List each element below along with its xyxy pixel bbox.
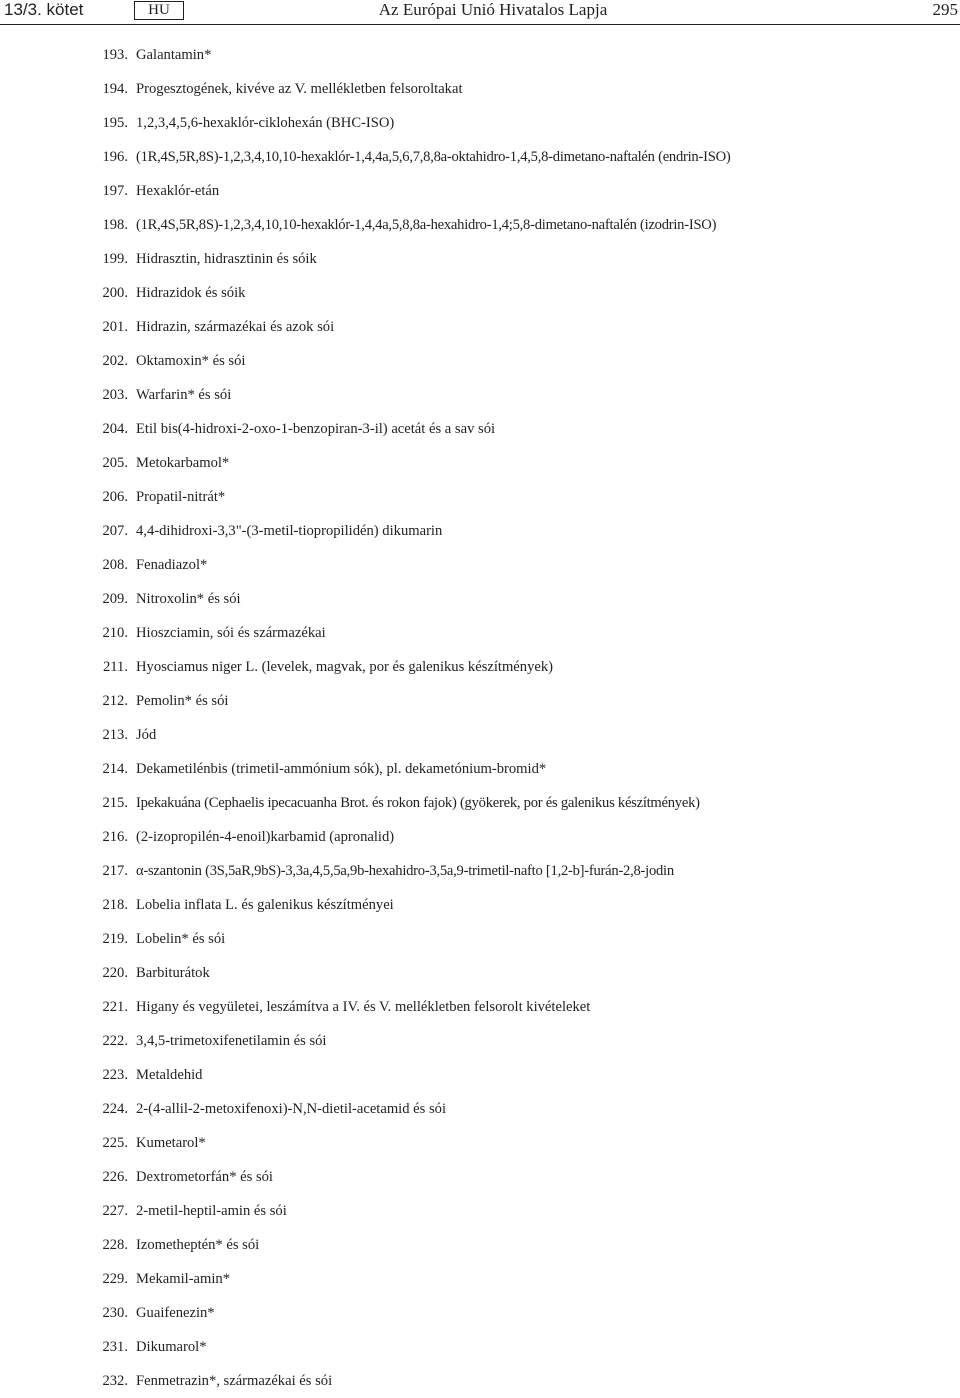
- item-number: 213.: [102, 727, 128, 743]
- item-number: 207.: [102, 523, 128, 539]
- item-text: Fenadiazol*: [136, 557, 208, 573]
- item-number: 208.: [102, 557, 128, 573]
- item-text: Hexaklór-etán: [136, 183, 220, 199]
- item-text: Kumetarol*: [136, 1135, 206, 1151]
- list-item: [0, 1330, 960, 1364]
- list-item: [0, 752, 960, 786]
- item-text: Hioszciamin, sói és származékai: [136, 625, 326, 641]
- item-text: Hidrasztin, hidrasztinin és sóik: [136, 251, 317, 267]
- item-number: 222.: [102, 1033, 128, 1049]
- item-number: 229.: [102, 1271, 128, 1287]
- item-number: 199.: [102, 251, 128, 267]
- item-text: (2-izopropilén-4-enoil)karbamid (apronalid): [136, 829, 395, 845]
- list-item: [0, 276, 960, 310]
- item-text: Hyosciamus niger L. (levelek, magvak, por és galenikus készítmények): [136, 659, 554, 675]
- list-item: [0, 990, 960, 1024]
- item-text: Guaifenezin*: [136, 1305, 215, 1321]
- item-number: 225.: [102, 1135, 128, 1151]
- list-item: [0, 208, 960, 242]
- item-text: Dextrometorfán* és sói: [136, 1169, 273, 1185]
- list-item: [0, 854, 960, 888]
- item-number: 203.: [102, 387, 128, 403]
- item-number: 228.: [102, 1237, 128, 1253]
- item-number: 194.: [102, 81, 128, 97]
- item-number: 214.: [102, 761, 128, 777]
- list-item: [0, 446, 960, 480]
- list-item: [0, 140, 960, 174]
- list-item: [0, 72, 960, 106]
- list-item: [0, 106, 960, 140]
- item-number: 204.: [102, 421, 128, 437]
- language-badge: HU: [134, 1, 184, 20]
- list-item: [0, 718, 960, 752]
- item-text: Fenmetrazin*, származékai és sói: [136, 1373, 333, 1389]
- item-number: 219.: [102, 931, 128, 947]
- item-text: 4,4-dihidroxi-3,3"-(3-metil-tiopropilidén) dikumarin: [136, 523, 443, 539]
- item-text: 3,4,5-trimetoxifenetilamin és sói: [136, 1033, 327, 1049]
- item-number: 209.: [102, 591, 128, 607]
- item-number: 224.: [102, 1101, 128, 1117]
- item-text: Nitroxolin* és sói: [136, 591, 241, 607]
- item-number: 230.: [102, 1305, 128, 1321]
- item-number: 217.: [102, 863, 128, 879]
- list-item: [0, 1228, 960, 1262]
- list-item: [0, 1262, 960, 1296]
- item-text: Galantamin*: [136, 47, 212, 63]
- item-text: Oktamoxin* és sói: [136, 353, 246, 369]
- list-item: [0, 548, 960, 582]
- item-number: 197.: [102, 183, 128, 199]
- item-number: 212.: [102, 693, 128, 709]
- item-text: Higany és vegyületei, leszámítva a IV. és V. mellékletben felsorolt kivételeket: [136, 999, 591, 1015]
- header-divider: [0, 24, 960, 25]
- list-item: [0, 310, 960, 344]
- list-item: [0, 1194, 960, 1228]
- item-text: (1R,4S,5R,8S)-1,2,3,4,10,10-hexaklór-1,4,4a,5,8,8a-hexahidro-1,4;5,8-dimetano-naftalén (izodrin-ISO): [136, 217, 717, 233]
- item-number: 205.: [102, 455, 128, 471]
- list-item: [0, 514, 960, 548]
- item-text: Hidrazin, származékai és azok sói: [136, 319, 335, 335]
- item-text: Etil bis(4-hidroxi-2-oxo-1-benzopiran-3-il) acetát és a sav sói: [136, 421, 496, 437]
- list-item: [0, 650, 960, 684]
- item-text: Mekamil-amin*: [136, 1271, 231, 1287]
- list-item: [0, 480, 960, 514]
- item-number: 201.: [102, 319, 128, 335]
- item-number: 193.: [102, 47, 128, 63]
- item-number: 200.: [102, 285, 128, 301]
- item-text: Barbiturátok: [136, 965, 210, 981]
- item-number: 227.: [102, 1203, 128, 1219]
- item-text: Dekametilénbis (trimetil-ammónium sók), pl. dekametónium-bromid*: [136, 761, 547, 777]
- item-number: 206.: [102, 489, 128, 505]
- item-number: 196.: [102, 149, 128, 165]
- list-item: [0, 1364, 960, 1398]
- item-text: Jód: [136, 727, 157, 743]
- list-item: [0, 1126, 960, 1160]
- list-item: [0, 786, 960, 820]
- list-item: [0, 888, 960, 922]
- page-number: 295: [932, 0, 958, 19]
- list-item: [0, 412, 960, 446]
- item-text: Pemolin* és sói: [136, 693, 229, 709]
- item-number: 231.: [102, 1339, 128, 1355]
- item-number: 195.: [102, 115, 128, 131]
- list-item: [0, 820, 960, 854]
- item-number: 220.: [102, 965, 128, 981]
- item-number: 232.: [102, 1373, 128, 1389]
- item-number: 202.: [102, 353, 128, 369]
- list-item: [0, 174, 960, 208]
- item-text: Dikumarol*: [136, 1339, 207, 1355]
- item-text: 2-(4-allil-2-metoxifenoxi)-N,N-dietil-acetamid és sói: [136, 1101, 447, 1117]
- substance-list: [0, 38, 960, 1398]
- list-item: [0, 242, 960, 276]
- item-text: Lobelin* és sói: [136, 931, 226, 947]
- list-item: [0, 1058, 960, 1092]
- item-text: 2-metil-heptil-amin és sói: [136, 1203, 287, 1219]
- list-item: [0, 1092, 960, 1126]
- item-number: 198.: [102, 217, 128, 233]
- item-number: 215.: [102, 795, 128, 811]
- list-item: [0, 684, 960, 718]
- item-text: Warfarin* és sói: [136, 387, 232, 403]
- list-item: [0, 378, 960, 412]
- item-number: 210.: [102, 625, 128, 641]
- list-item: [0, 38, 960, 72]
- list-item: [0, 922, 960, 956]
- item-text: Hidrazidok és sóik: [136, 285, 246, 301]
- list-item: [0, 956, 960, 990]
- list-item: [0, 1024, 960, 1058]
- item-text: 1,2,3,4,5,6-hexaklór-ciklohexán (BHC-ISO): [136, 115, 395, 131]
- item-number: 218.: [102, 897, 128, 913]
- list-item: [0, 1160, 960, 1194]
- item-number: 211.: [103, 659, 128, 675]
- list-item: [0, 1296, 960, 1330]
- item-text: Metokarbamol*: [136, 455, 230, 471]
- list-item: [0, 616, 960, 650]
- volume-label: 13/3. kötet: [4, 0, 84, 19]
- item-number: 226.: [102, 1169, 128, 1185]
- list-item: [0, 344, 960, 378]
- item-number: 223.: [102, 1067, 128, 1083]
- item-text: Propatil-nitrát*: [136, 489, 226, 505]
- item-number: 216.: [102, 829, 128, 845]
- item-text: Lobelia inflata L. és galenikus készítményei: [136, 897, 394, 913]
- item-text: Metaldehid: [136, 1067, 203, 1083]
- item-text: Progesztogének, kivéve az V. mellékletben felsoroltakat: [136, 81, 463, 97]
- item-number: 221.: [102, 999, 128, 1015]
- list-item: [0, 582, 960, 616]
- journal-title: Az Európai Unió Hivatalos Lapja: [378, 0, 608, 19]
- item-text: (1R,4S,5R,8S)-1,2,3,4,10,10-hexaklór-1,4,4a,5,6,7,8,8a-oktahidro-1,4,5,8-dimetano-naftalén (endrin-ISO): [136, 149, 731, 165]
- page-header: [0, 0, 960, 26]
- item-text: Izometheptén* és sói: [136, 1237, 260, 1253]
- item-text: α-szantonin (3S,5aR,9bS)-3,3a,4,5,5a,9b-hexahidro-3,5a,9-trimetil-nafto [1,2-b]-furán-2,8-jodin: [136, 863, 674, 879]
- item-text: Ipekakuána (Cephaelis ipecacuanha Brot. és rokon fajok) (gyökerek, por és galenikus készítmények): [136, 795, 700, 811]
